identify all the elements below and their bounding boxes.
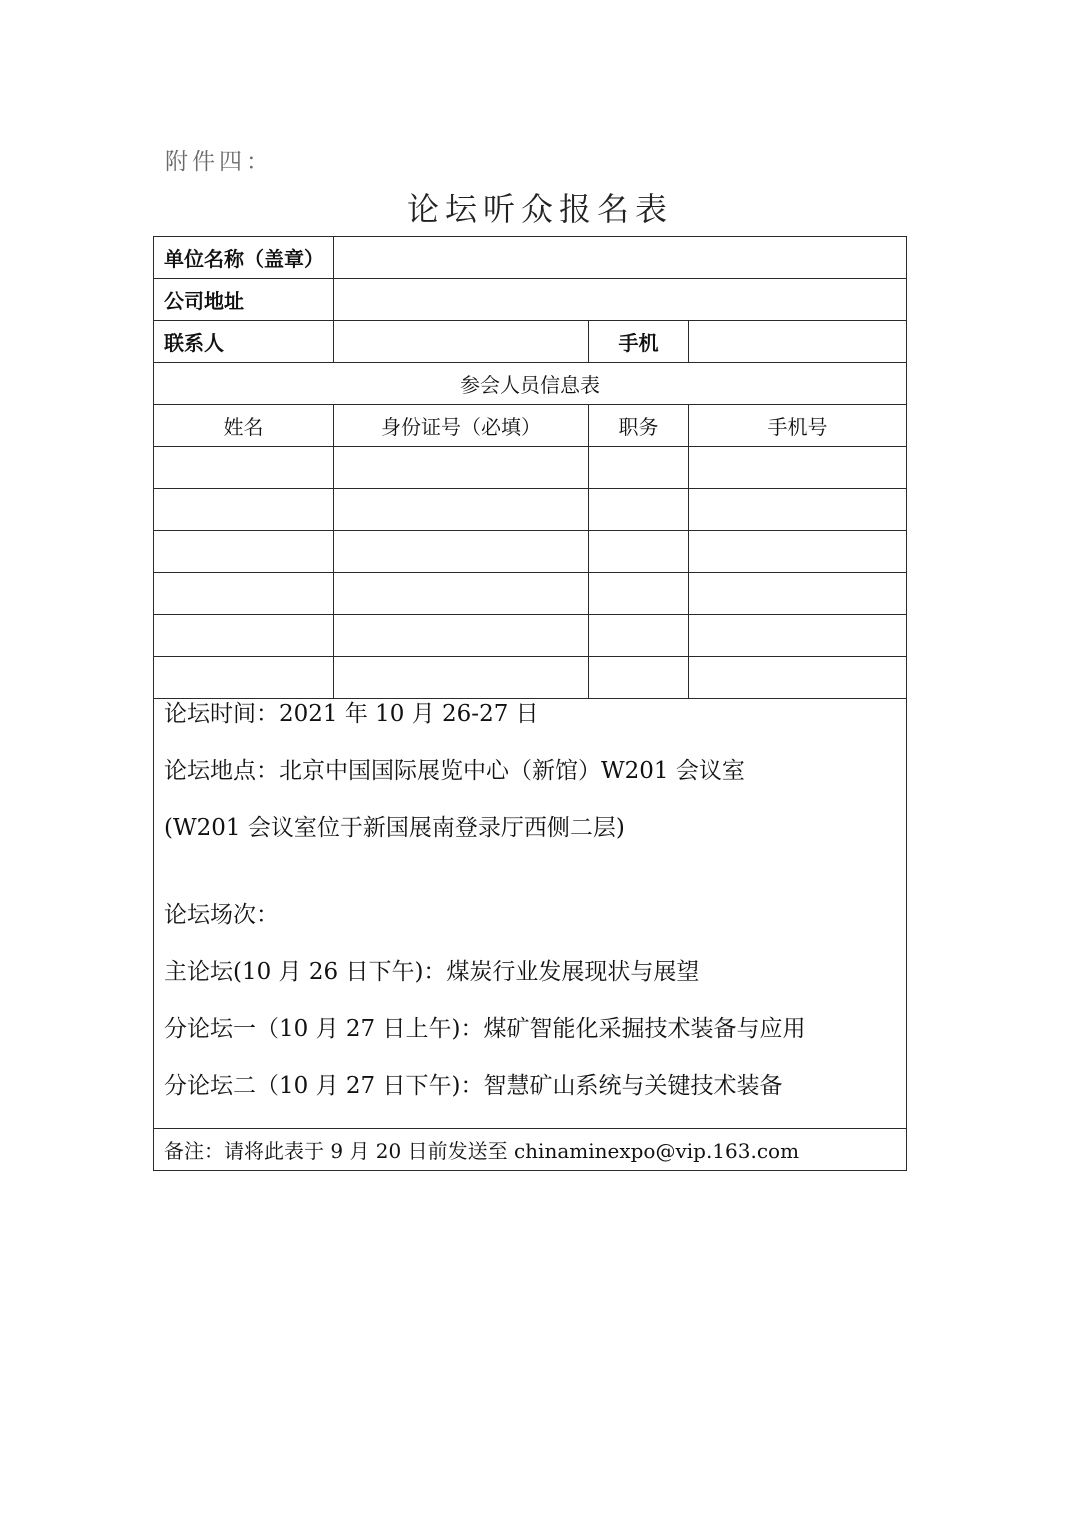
attendee-phone-cell[interactable]	[689, 657, 907, 699]
forum-time: 论坛时间：2021 年 10 月 26-27 日	[164, 701, 539, 727]
attendee-position-cell[interactable]	[589, 615, 689, 657]
forum-session-main: 主论坛(10 月 26 日下午)：煤炭行业发展现状与展望	[164, 959, 700, 985]
phone-field[interactable]	[689, 321, 907, 363]
column-header-id: 身份证号（必填）	[334, 405, 589, 447]
attendee-position-cell[interactable]	[589, 489, 689, 531]
forum-session-sub-2: 分论坛二（10 月 27 日下午)：智慧矿山系统与关键技术装备	[164, 1073, 783, 1099]
attendee-phone-cell[interactable]	[689, 615, 907, 657]
forum-sessions-label: 论坛场次：	[164, 902, 279, 928]
unit-name-row	[154, 237, 907, 279]
column-header-position: 职务	[589, 405, 689, 447]
attendee-position-cell[interactable]	[589, 573, 689, 615]
attendee-name-cell[interactable]	[154, 531, 334, 573]
forum-info-row	[154, 699, 907, 1129]
attendee-row	[154, 657, 907, 699]
attendee-row	[154, 573, 907, 615]
registration-form	[153, 236, 907, 1171]
contact-field[interactable]	[334, 321, 589, 363]
forum-location: 论坛地点：北京中国国际展览中心（新馆）W201 会议室	[164, 758, 745, 784]
forum-info	[154, 699, 907, 1129]
contact-row	[154, 321, 907, 363]
forum-location-note: (W201 会议室位于新国展南登录厅西侧二层)	[164, 815, 625, 841]
attendee-section-row	[154, 363, 907, 405]
unit-name-label: 单位名称（盖章）	[154, 237, 334, 279]
attendee-row	[154, 447, 907, 489]
unit-name-field[interactable]	[334, 237, 907, 279]
attendee-section-title: 参会人员信息表	[154, 363, 907, 405]
note-row	[154, 1129, 907, 1171]
attendee-name-cell[interactable]	[154, 489, 334, 531]
attendee-position-cell[interactable]	[589, 447, 689, 489]
submission-note: 备注：请将此表于 9 月 20 日前发送至 chinaminexpo@vip.163.com	[154, 1129, 907, 1171]
attendee-id-cell[interactable]	[334, 573, 589, 615]
phone-label: 手机	[589, 321, 689, 363]
attendee-id-cell[interactable]	[334, 531, 589, 573]
attendee-id-cell[interactable]	[334, 489, 589, 531]
attachment-label: 附件四：	[165, 149, 273, 175]
attendee-name-cell[interactable]	[154, 615, 334, 657]
attendee-position-cell[interactable]	[589, 531, 689, 573]
attendee-id-cell[interactable]	[334, 657, 589, 699]
column-header-name: 姓名	[154, 405, 334, 447]
attendee-phone-cell[interactable]	[689, 531, 907, 573]
attendee-row	[154, 489, 907, 531]
page-title: 论坛听众报名表	[406, 190, 673, 228]
address-field[interactable]	[334, 279, 907, 321]
attendee-position-cell[interactable]	[589, 657, 689, 699]
forum-session-sub-1: 分论坛一（10 月 27 日上午)：煤矿智能化采掘技术装备与应用	[164, 1016, 806, 1042]
attendee-row	[154, 615, 907, 657]
attendee-id-cell[interactable]	[334, 447, 589, 489]
contact-label: 联系人	[154, 321, 334, 363]
attendee-name-cell[interactable]	[154, 657, 334, 699]
attendee-id-cell[interactable]	[334, 615, 589, 657]
attendee-header-row	[154, 405, 907, 447]
attendee-phone-cell[interactable]	[689, 573, 907, 615]
attendee-phone-cell[interactable]	[689, 447, 907, 489]
address-row	[154, 279, 907, 321]
attendee-name-cell[interactable]	[154, 573, 334, 615]
attendee-row	[154, 531, 907, 573]
address-label: 公司地址	[154, 279, 334, 321]
attendee-phone-cell[interactable]	[689, 489, 907, 531]
attendee-name-cell[interactable]	[154, 447, 334, 489]
column-header-phone: 手机号	[689, 405, 907, 447]
